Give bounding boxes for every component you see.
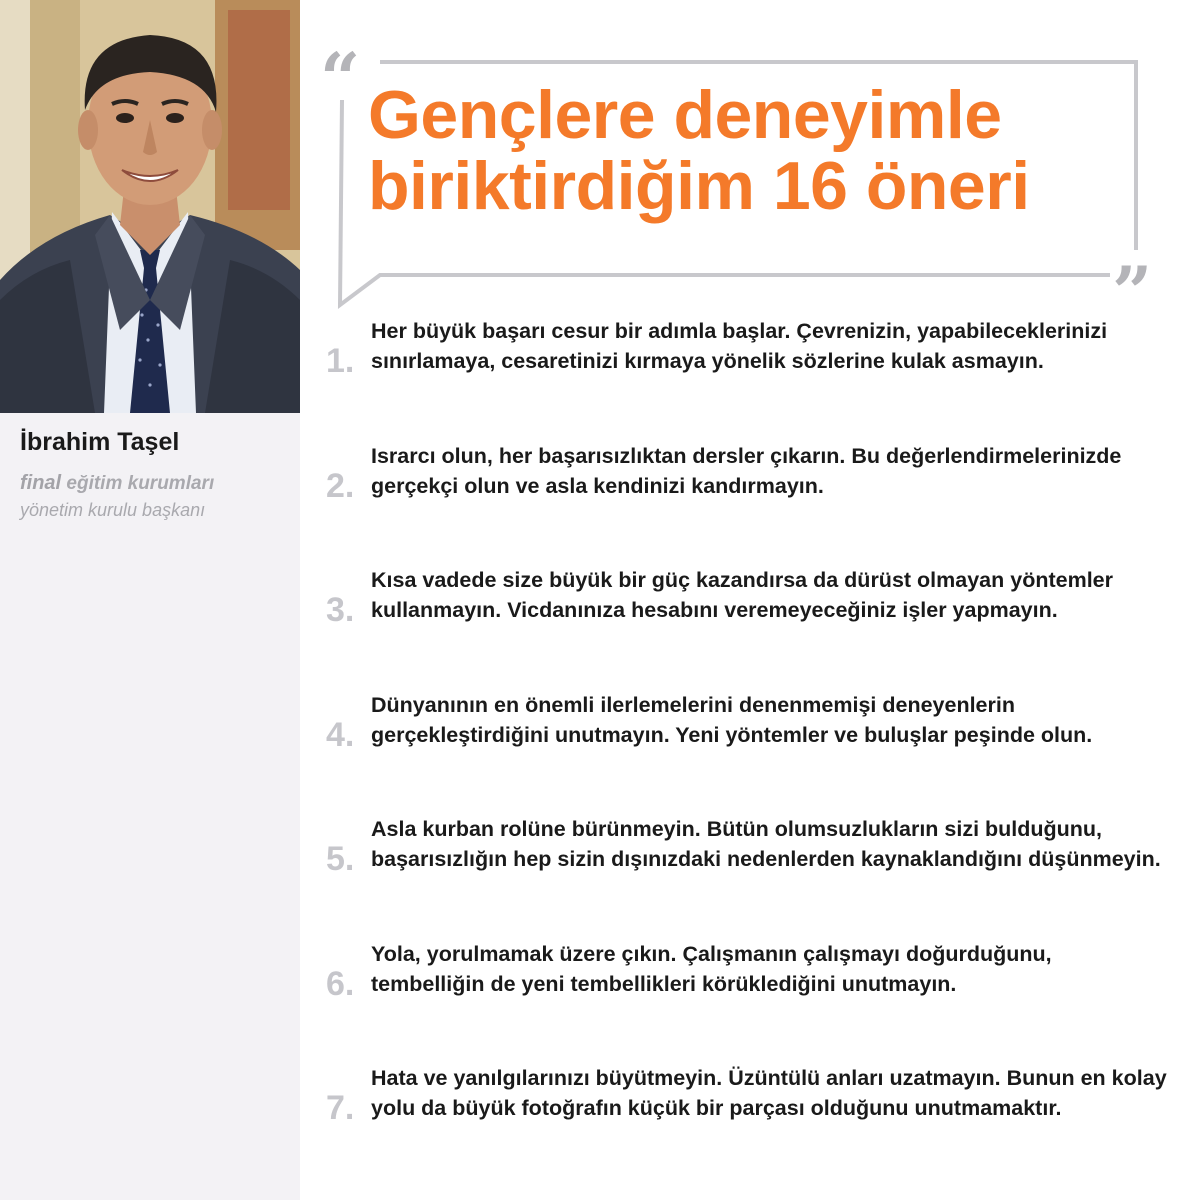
advice-number: 5. [326,840,355,878]
advice-number: 4. [326,715,355,754]
organization-brand: final [20,472,62,494]
advice-text: Asla kurban rolüne bürünmeyin. Bütün olumsuzlukların sizi bulduğunu, başarısızlığın hep sizin dışınızdaki nedenlerden kaynaklandığını düşünmeyin. [371,817,1161,871]
organization-name [20,472,214,495]
person-role: yönetim kurulu başkanı [20,500,206,520]
portrait-photo [0,0,300,413]
advice-number: 6. [326,964,355,1003]
close-quote-mark: ” [1112,251,1153,334]
advice-number: 3. [326,591,355,629]
page-title [368,77,1148,224]
person-name: İbrahim Taşel [20,428,180,456]
advice-text: Kısa vadede size büyük bir güç kazandırsa da dürüst olmayan yöntemler kullanmayın. Vicdanınıza hesabını veremeyeceğiniz işler yapmayın. [371,568,1113,622]
advice-number: 1. [326,342,355,380]
advice-number: 2. [326,466,355,505]
title-line-2: biriktirdiğim 16 öneri [368,147,1030,224]
advice-number: 7. [326,1089,355,1127]
open-quote-mark: “ [320,37,361,120]
advice-text: Hata ve yanılgılarınızı büyütmeyin. Üzüntülü anları uzatmayın. Bunun en kolay yolu da büyük fotoğrafın küçük bir parçası olduğunu unutmamaktır. [371,1066,1167,1120]
advice-text: Israrcı olun, her başarısızlıktan dersler çıkarın. Bu değerlendirmelerinizde gerçekçi olun ve asla kendinizi kandırmayın. [371,443,1122,498]
sidebar [0,0,300,1200]
title-line-1: Gençlere deneyimle [368,77,1002,153]
advice-text: Her büyük başarı cesur bir adımla başlar. Çevrenizin, yapabileceklerinizi sınırlamaya, cesaretinizi kırmaya yönelik sözlerine kulak asmayın. [371,319,1108,373]
advice-text: Yola, yorulmamak üzere çıkın. Çalışmanın çalışmayı doğurduğunu, tembelliğin de yeni tembellikleri körüklediğini unutmayın. [371,941,1052,996]
organization-suffix: eğitim kurumları [61,473,215,494]
advice-text: Dünyanının en önemli ilerlemelerini denenmemişi deneyenlerin gerçekleştirdiğini unutmayın. Yeni yöntemler ve buluşlar peşinde olun. [371,692,1093,747]
